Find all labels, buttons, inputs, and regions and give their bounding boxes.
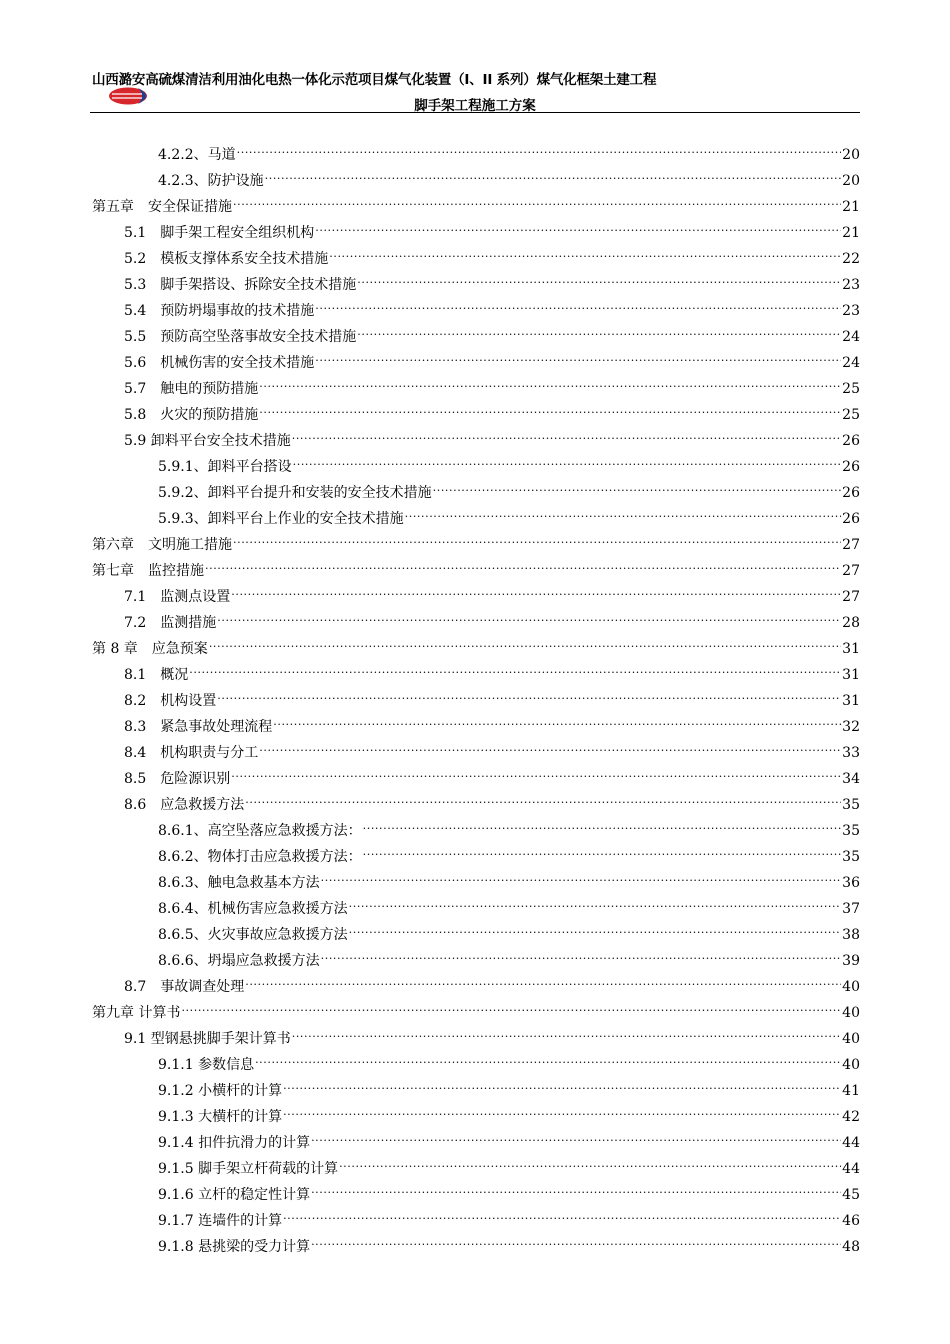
toc-entry-label: 5.3 脚手架搭设、拆除安全技术措施 — [124, 277, 357, 293]
toc-dot-leader — [217, 601, 841, 627]
toc-page-number: 20 — [842, 173, 860, 189]
toc-entry-label: 9.1.5 脚手架立杆荷载的计算 — [158, 1161, 339, 1177]
toc-page-number: 40 — [842, 979, 860, 995]
toc-page-number: 40 — [842, 1031, 860, 1047]
toc-page-number: 40 — [842, 1005, 860, 1021]
toc-entry[interactable] — [92, 679, 860, 709]
toc-dot-leader — [283, 1069, 841, 1095]
toc-page-number: 26 — [842, 485, 860, 501]
toc-page-number: 26 — [842, 459, 860, 475]
toc-dot-leader — [255, 1043, 841, 1069]
toc-dot-leader — [311, 1121, 841, 1147]
toc-page-number: 42 — [842, 1109, 860, 1125]
toc-page-number: 44 — [842, 1135, 860, 1151]
toc-entry-label: 9.1.2 小横杆的计算 — [158, 1083, 283, 1099]
toc-page-number: 36 — [842, 875, 860, 891]
toc-entry-label: 5.9.3、卸料平台上作业的安全技术措施 — [158, 511, 404, 527]
toc-dot-leader — [293, 445, 842, 471]
toc-page-number: 48 — [842, 1239, 860, 1255]
toc-page-number: 25 — [842, 407, 860, 423]
toc-entry[interactable] — [92, 653, 860, 683]
toc-page-number: 35 — [842, 797, 860, 813]
toc-entry-label: 9.1.3 大横杆的计算 — [158, 1109, 283, 1125]
toc-entry-label: 8.6.4、机械伤害应急救援方法 — [158, 901, 348, 917]
toc-entry-label: 第 8 章 应急预案 — [92, 641, 208, 657]
toc-entry-label: 5.9.2、卸料平台提升和安装的安全技术措施 — [158, 485, 432, 501]
toc-page-number: 20 — [842, 147, 860, 163]
toc-dot-leader — [315, 289, 841, 315]
toc-page-number: 25 — [842, 381, 860, 397]
toc-entry-label: 5.9 卸料平台安全技术措施 — [124, 433, 291, 449]
toc-entry-label: 8.6.3、触电急救基本方法 — [158, 875, 320, 891]
toc-page-number: 27 — [842, 563, 860, 579]
toc-dot-leader — [363, 809, 842, 835]
toc-page-number: 24 — [842, 329, 860, 345]
toc-entry-label: 9.1.4 扣件抗滑力的计算 — [158, 1135, 311, 1151]
document-header-subtitle: 脚手架工程施工方案 — [414, 98, 536, 114]
toc-page-number: 28 — [842, 615, 860, 631]
toc-dot-leader — [311, 1225, 841, 1251]
toc-entry[interactable] — [92, 575, 860, 605]
toc-dot-leader — [217, 679, 841, 705]
toc-dot-leader — [237, 133, 842, 159]
toc-page-number: 37 — [842, 901, 860, 917]
toc-entry-label: 5.5 预防高空坠落事故安全技术措施 — [124, 329, 357, 345]
toc-page-number: 31 — [842, 667, 860, 683]
toc-page-number: 26 — [842, 511, 860, 527]
toc-page-number: 22 — [842, 251, 860, 267]
toc-page-number: 33 — [842, 745, 860, 761]
toc-entry[interactable] — [92, 549, 860, 579]
toc-dot-leader — [315, 341, 841, 367]
toc-dot-leader — [283, 1199, 841, 1225]
toc-page-number: 24 — [842, 355, 860, 371]
toc-dot-leader — [209, 627, 841, 653]
toc-entry-label: 9.1.1 参数信息 — [158, 1057, 255, 1073]
toc-entry-label: 8.7 事故调查处理 — [124, 979, 245, 995]
toc-entry-label: 9.1.6 立杆的稳定性计算 — [158, 1187, 311, 1203]
toc-entry-label: 8.6.6、坍塌应急救援方法 — [158, 953, 320, 969]
toc-dot-leader — [259, 393, 841, 419]
toc-entry-label: 第五章 安全保证措施 — [92, 199, 232, 215]
toc-dot-leader — [433, 471, 842, 497]
toc-page-number: 40 — [842, 1057, 860, 1073]
toc-dot-leader — [231, 757, 841, 783]
toc-dot-leader — [349, 913, 842, 939]
toc-dot-leader — [245, 783, 841, 809]
toc-entry[interactable] — [92, 991, 860, 1021]
toc-entry-label: 4.2.3、防护设施 — [158, 173, 264, 189]
toc-entry-label: 8.6.1、高空坠落应急救援方法： — [158, 823, 362, 839]
toc-dot-leader — [321, 861, 842, 887]
toc-dot-leader — [283, 1095, 841, 1121]
toc-dot-leader — [329, 237, 841, 263]
toc-page-number: 23 — [842, 277, 860, 293]
toc-dot-leader — [339, 1147, 841, 1173]
toc-entry-label: 5.4 预防坍塌事故的技术措施 — [124, 303, 315, 319]
toc-dot-leader — [321, 939, 842, 965]
table-of-contents — [92, 133, 860, 1255]
toc-entry-label: 5.1 脚手架工程安全组织机构 — [124, 225, 315, 241]
toc-dot-leader — [205, 549, 841, 575]
header-divider — [90, 112, 860, 113]
toc-entry-label: 8.1 概况 — [124, 667, 189, 683]
toc-page-number: 27 — [842, 589, 860, 605]
toc-page-number: 31 — [842, 693, 860, 709]
toc-entry-label: 7.2 监测措施 — [124, 615, 217, 631]
toc-page-number: 39 — [842, 953, 860, 969]
toc-dot-leader — [233, 185, 841, 211]
toc-page-number: 45 — [842, 1187, 860, 1203]
toc-dot-leader — [311, 1173, 841, 1199]
toc-dot-leader — [292, 419, 841, 445]
toc-entry-label: 8.6.5、火灾事故应急救援方法 — [158, 927, 348, 943]
toc-entry-label: 4.2.2、马道 — [158, 147, 236, 163]
toc-entry-label: 9.1 型钢悬挑脚手架计算书 — [124, 1031, 291, 1047]
toc-dot-leader — [259, 731, 841, 757]
toc-entry-label: 第七章 监控措施 — [92, 563, 204, 579]
toc-page-number: 38 — [842, 927, 860, 943]
toc-page-number: 27 — [842, 537, 860, 553]
toc-page-number: 31 — [842, 641, 860, 657]
toc-page-number: 35 — [842, 823, 860, 839]
toc-dot-leader — [315, 211, 841, 237]
toc-dot-leader — [233, 523, 841, 549]
toc-dot-leader — [292, 1017, 841, 1043]
toc-entry-label: 8.4 机构职责与分工 — [124, 745, 259, 761]
toc-page-number: 41 — [842, 1083, 860, 1099]
toc-dot-leader — [259, 367, 841, 393]
toc-page-number: 46 — [842, 1213, 860, 1229]
toc-entry-label: 8.5 危险源识别 — [124, 771, 231, 787]
toc-dot-leader — [189, 653, 841, 679]
toc-entry-label: 第六章 文明施工措施 — [92, 537, 232, 553]
toc-dot-leader — [273, 705, 841, 731]
toc-entry-label: 8.2 机构设置 — [124, 693, 217, 709]
toc-dot-leader — [357, 263, 841, 289]
toc-dot-leader — [245, 965, 841, 991]
document-header-title: 山西潞安高硫煤清洁利用油化电热一体化示范项目煤气化装置（I、II 系列）煤气化框架土建工程 — [92, 72, 657, 88]
toc-entry[interactable] — [92, 133, 860, 163]
toc-dot-leader — [231, 575, 841, 601]
toc-page-number: 32 — [842, 719, 860, 735]
toc-dot-leader — [349, 887, 842, 913]
toc-entry-label: 5.9.1、卸料平台搭设 — [158, 459, 292, 475]
toc-entry-label: 5.6 机械伤害的安全技术措施 — [124, 355, 315, 371]
toc-entry-label: 8.6 应急救援方法 — [124, 797, 245, 813]
toc-entry-label: 5.2 模板支撑体系安全技术措施 — [124, 251, 329, 267]
toc-entry-label: 8.6.2、物体打击应急救援方法： — [158, 849, 362, 865]
toc-entry-label: 9.1.7 连墙件的计算 — [158, 1213, 283, 1229]
toc-dot-leader — [363, 835, 842, 861]
toc-dot-leader — [405, 497, 842, 523]
toc-dot-leader — [265, 159, 842, 185]
toc-page-number: 23 — [842, 303, 860, 319]
toc-dot-leader — [181, 991, 841, 1017]
toc-entry[interactable] — [92, 1017, 860, 1047]
toc-page-number: 35 — [842, 849, 860, 865]
toc-entry-label: 7.1 监测点设置 — [124, 589, 231, 605]
toc-entry-label: 5.7 触电的预防措施 — [124, 381, 259, 397]
toc-entry-label: 9.1.8 悬挑梁的受力计算 — [158, 1239, 311, 1255]
toc-entry-label: 第九章 计算书 — [92, 1005, 181, 1021]
toc-page-number: 44 — [842, 1161, 860, 1177]
toc-dot-leader — [357, 315, 841, 341]
toc-page-number: 21 — [842, 199, 860, 215]
toc-entry-label: 5.8 火灾的预防措施 — [124, 407, 259, 423]
toc-page-number: 34 — [842, 771, 860, 787]
toc-page-number: 26 — [842, 433, 860, 449]
toc-page-number: 21 — [842, 225, 860, 241]
toc-entry-label: 8.3 紧急事故处理流程 — [124, 719, 273, 735]
